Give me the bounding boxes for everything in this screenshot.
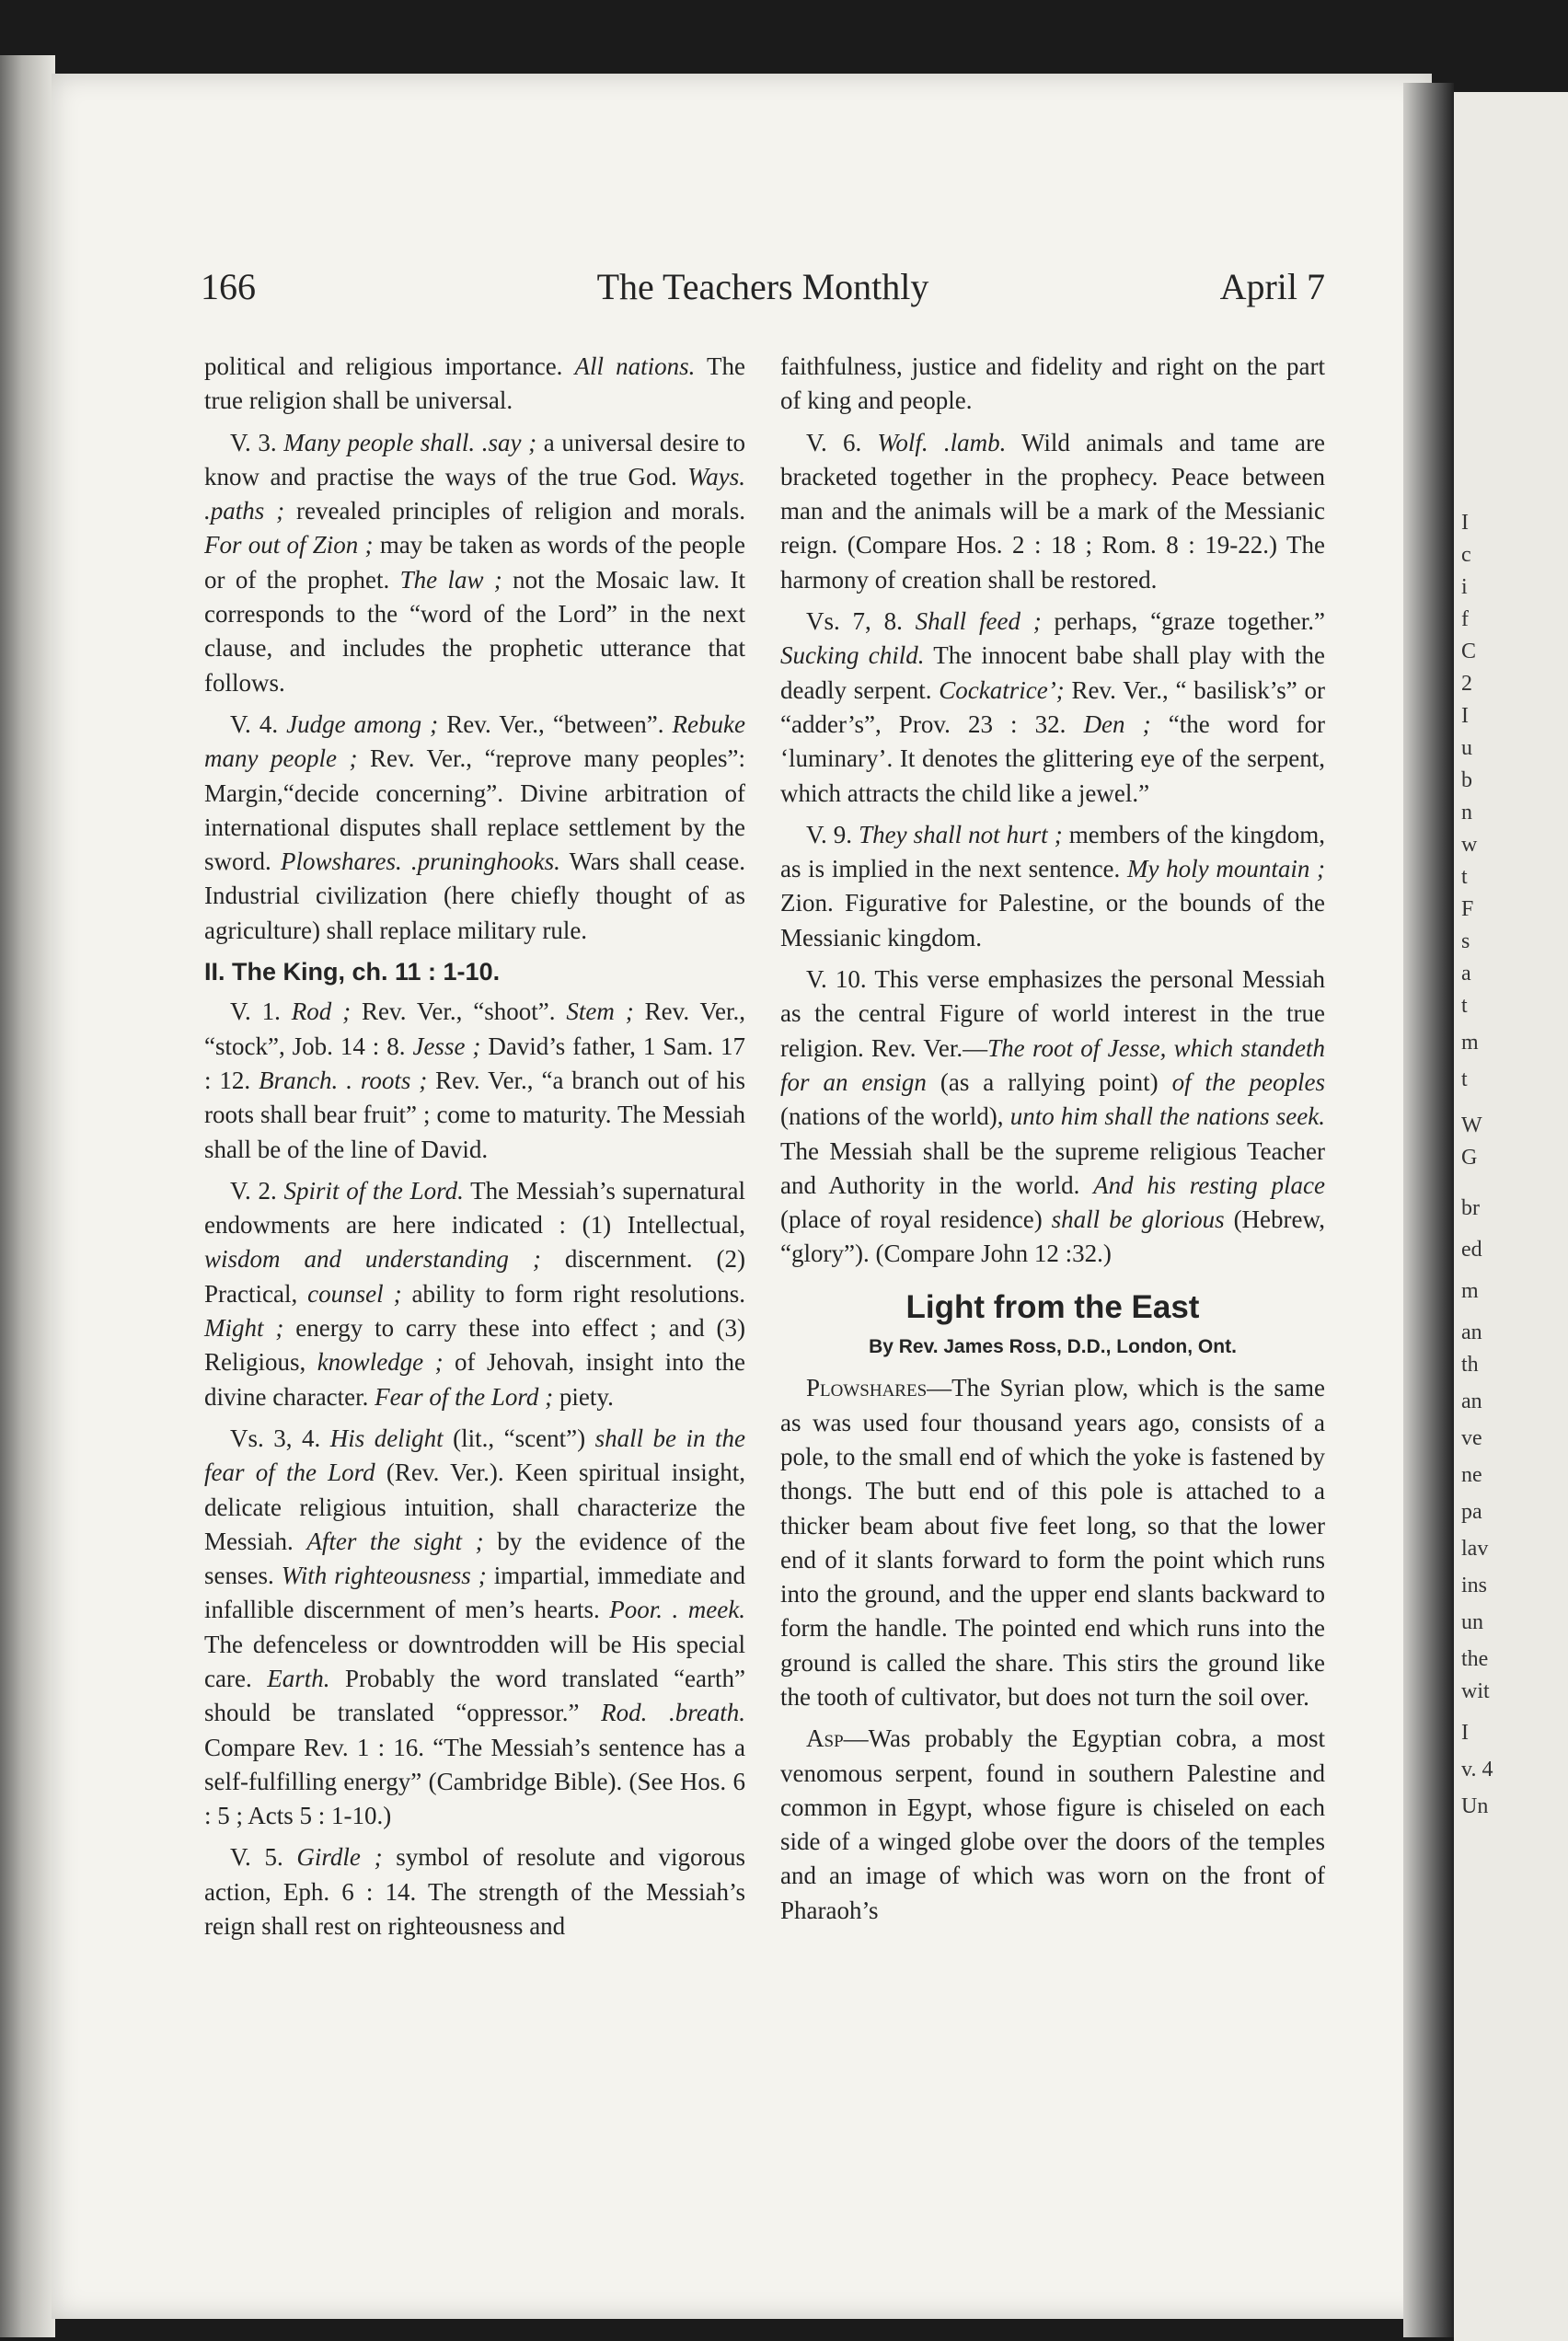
italic-term: Jesse ; <box>412 1032 481 1060</box>
italic-term: Judge among ; <box>286 709 439 738</box>
facing-page-fragment: ed <box>1461 1238 1482 1262</box>
facing-page-fragment: m <box>1461 1031 1479 1055</box>
facing-page-fragment: n <box>1461 801 1472 825</box>
italic-term: Cockatrice’; <box>939 675 1065 704</box>
italic-term: Rebuke many people ; <box>204 709 745 773</box>
italic-term: Poor. . meek. <box>609 1596 746 1624</box>
facing-page-fragment: f <box>1461 607 1469 631</box>
book-binding <box>0 55 55 2337</box>
facing-page-fragment: s <box>1461 929 1470 953</box>
paragraph: Vs. 7, 8. Shall feed ; perhaps, “graze together.” Sucking child. The innocent babe shall play with the deadly serpent. Cockatrice’; Rev. Ver., “ basilisk’s” or “adder’s”, Prov. 23 : 32. Den ; “the word for ‘luminary’. It denotes the glittering eye of the serpent, which attracts the child like a jewel.” <box>780 607 1326 807</box>
facing-page-fragment: i <box>1461 575 1468 599</box>
paragraph: faithfulness, justice and fidelity and right on the part of king and people. <box>780 352 1325 415</box>
page-gutter <box>1403 83 1454 2337</box>
paragraph: political and religious importance. All nations. The true religion shall be universal. <box>204 352 745 415</box>
italic-term: Plowshares. .pruninghooks. <box>280 848 560 876</box>
facing-page-fragment: an <box>1461 1390 1482 1413</box>
facing-page-fragment: G <box>1461 1146 1478 1170</box>
facing-page-fragment: pa <box>1461 1500 1482 1524</box>
paragraph: V. 2. Spirit of the Lord. The Messiah’s supernatural endowments are here indicated : (1) Intellectual, wisdom and understanding ; discernment. (2) Practical, counsel ; ability to form right resolutions. Might ; energy to carry these into effect ; and (3) Religious, knowledge ; of Jehovah, insight into the divine character. Fear of the Lord ; piety. <box>204 1176 746 1411</box>
italic-term: Shall feed ; <box>915 607 1042 636</box>
italic-term: wisdom and understanding ; <box>204 1245 541 1274</box>
paragraph: V. 5. Girdle ; symbol of resolute and vigorous action, Eph. 6 : 14. The strength of the Messiah’s reign shall rest on righteousness and <box>204 1843 745 1941</box>
facing-page-fragment: u <box>1461 736 1472 760</box>
facing-page-fragment: F <box>1461 897 1474 921</box>
italic-term: My holy mountain ; <box>1126 855 1326 883</box>
italic-term: Spirit of the Lord. <box>283 1176 464 1205</box>
journal-title: The Teachers Monthly <box>596 266 929 307</box>
italic-term: The root of Jesse, which standeth for an ensign <box>780 1033 1325 1096</box>
italic-term: For out of Zion ; <box>204 531 374 559</box>
facing-page-fragment: Un <box>1461 1794 1489 1818</box>
facing-page-edge <box>1454 92 1568 2341</box>
paragraph: V. 9. They shall not hurt ; members of the kingdom, as is implied in the next sentence. My holy mountain ; Zion. Figurative for Palestine, or the bounds of the Messianic kingdom. <box>780 820 1326 951</box>
small-caps-term: Plowshares <box>806 1374 928 1402</box>
italic-term: All nations. <box>574 352 696 380</box>
facing-page-fragment: w <box>1461 833 1478 857</box>
italic-term: Ways. .paths ; <box>204 462 745 525</box>
paragraph: V. 6. Wolf. .lamb. Wild animals and tame are bracketed together in the prophecy. Peace between man and the animals will be a mark of the Messianic reign. (Compare Hos. 2 : 18 ; Rom. 8 : 19-22.) The harmony of creation shall be restored. <box>780 428 1326 594</box>
facing-page-fragment: c <box>1461 543 1471 567</box>
italic-term: Rod ; <box>291 998 352 1026</box>
italic-term: shall be in the fear of the Lord <box>204 1424 745 1487</box>
facing-page-fragment: I <box>1461 511 1469 535</box>
italic-term: Wolf. .lamb. <box>877 428 1007 456</box>
facing-page-fragment: lav <box>1461 1537 1489 1561</box>
facing-page-fragment: the <box>1461 1647 1489 1671</box>
paragraph: V. 3. Many people shall. .say ; a universal desire to know and practise the ways of the true God. Ways. .paths ; revealed principles of religion and morals. For out of Zion ; may be taken as words of the people or of the prophet. The law ; not the Mosaic law. It corresponds to the “word of the Lord” in the next clause, and includes the prophetic utterance that follows. <box>204 428 746 697</box>
page-number: 166 <box>201 266 256 307</box>
facing-page-fragment: 2 <box>1461 672 1472 696</box>
article-byline: By Rev. James Ross, D.D., London, Ont. <box>869 1336 1237 1358</box>
facing-page-fragment: W <box>1461 1113 1482 1137</box>
facing-page-fragment: wit <box>1461 1679 1490 1703</box>
facing-page-fragment: br <box>1461 1196 1480 1220</box>
italic-term: of the peoples <box>1171 1067 1325 1096</box>
italic-term: Branch. . roots ; <box>259 1066 428 1094</box>
issue-date: April 7 <box>1219 266 1325 307</box>
facing-page-fragment: a <box>1461 962 1471 986</box>
facing-page-fragment: I <box>1461 1721 1469 1745</box>
italic-term: shall be glorious <box>1051 1205 1225 1234</box>
italic-term: Might ; <box>204 1314 284 1343</box>
italic-term: Fear of the Lord ; <box>375 1382 554 1411</box>
facing-page-fragment: m <box>1461 1279 1479 1303</box>
italic-term: With righteousness ; <box>281 1562 487 1590</box>
small-caps-term: Asp <box>806 1724 844 1753</box>
italic-term: Sucking child. <box>780 641 925 670</box>
facing-page-fragment: t <box>1461 865 1468 889</box>
italic-term: Den ; <box>1083 709 1151 738</box>
facing-page-fragment: C <box>1461 640 1477 663</box>
paragraph: Vs. 3, 4. His delight (lit., “scent”) shall be in the fear of the Lord (Rev. Ver.). Keen spiritual insight, delicate religious intuition, shall characterize the Messiah. After the sight ; by the evidence of the senses. With righteousness ; impartial, immediate and infallible discernment of men’s hearts. Poor. . meek. The defenceless or downtrodden will be His special care. Earth. Probably the word translated “earth” should be translated “oppressor.” Rod. .breath. Compare Rev. 1 : 16. “The Messiah’s sentence has a self-fulfilling energy” (Cambridge Bible). (See Hos. 6 : 5 ; Acts 5 : 1-10.) <box>204 1424 746 1830</box>
italic-term: And his resting place <box>1093 1170 1325 1199</box>
facing-page-fragment: v. 4 <box>1461 1758 1493 1782</box>
italic-term: knowledge ; <box>317 1348 444 1377</box>
facing-page-fragment: ve <box>1461 1426 1482 1450</box>
italic-term: Girdle ; <box>296 1843 383 1872</box>
facing-page-fragment: un <box>1461 1610 1483 1634</box>
facing-page-fragment: I <box>1461 704 1469 728</box>
facing-page-fragment: ins <box>1461 1574 1488 1597</box>
italic-term: Earth. <box>267 1664 330 1692</box>
italic-term: Stem ; <box>566 998 634 1026</box>
italic-term: Many people shall. .say ; <box>283 428 537 456</box>
paragraph: Plowshares—The Syrian plow, which is the same as was used four thousand years ago, consists of a pole, to the small end of which the yoke is fastened by thongs. The butt end of this pole is attached to a thicker beam about five feet long, so that the lower end of it slants forward to form the point which runs into the ground, and the upper end slants backward to form the handle. The pointed end which runs into the ground is called the share. This stirs the ground like the tooth of cultivator, but does not turn the soil over. <box>780 1374 1325 1711</box>
italic-term: The law ; <box>399 565 502 594</box>
italic-term: After the sight ; <box>306 1527 484 1555</box>
right-column <box>780 350 1325 1935</box>
paragraph: V. 10. This verse emphasizes the personal Messiah as the central Figure of world interest in the true religion. Rev. Ver.—The root of Jesse, which standeth for an ensign (as a rallying point) of the peoples (nations of the world), unto him shall the nations seek. The Messiah shall be the supreme religious Teacher and Authority in the world. And his resting place (place of royal residence) shall be glorious (Hebrew, “glory”). (Compare John 12 :32.) <box>780 965 1326 1268</box>
section-heading: II. The King, ch. 11 : 1-10. <box>204 958 501 986</box>
article-title: Light from the East <box>905 1288 1200 1325</box>
facing-page-fragment: t <box>1461 994 1468 1018</box>
facing-page-fragment: th <box>1461 1353 1479 1377</box>
italic-term: counsel ; <box>307 1279 402 1308</box>
paragraph: V. 4. Judge among ; Rev. Ver., “between”. Rebuke many people ; Rev. Ver., “reprove many peoples”: Margin,“decide concerning”. Divine arbitration of international disputes shall replace settlement by the sword. Plowshares. .pruninghooks. Wars shall cease. Industrial civilization (here chiefly thought of as agriculture) shall replace military rule. <box>204 709 745 944</box>
italic-term: Rod. .breath. <box>601 1699 746 1727</box>
facing-page-fragment: t <box>1461 1067 1468 1091</box>
italic-term: unto him shall the nations seek. <box>1009 1102 1326 1131</box>
facing-page-fragment: ne <box>1461 1463 1482 1487</box>
running-header <box>201 265 1325 320</box>
italic-term: His delight <box>329 1424 444 1452</box>
paragraph: Asp—Was probably the Egyptian cobra, a most venomous serpent, found in southern Palestine and common in Egypt, whose figure is chiseled on each side of a winged globe over the doors of the temples and an image of which was worn on the front of Pharaoh’s <box>780 1724 1325 1924</box>
paragraph: V. 1. Rod ; Rev. Ver., “shoot”. Stem ; Rev. Ver., “stock”, Job. 14 : 8. Jesse ; David’s father, 1 Sam. 17 : 12. Branch. . roots ; Rev. Ver., “a branch out of his roots shall bear fruit” ; come to maturity. The Messiah shall be of the line of David. <box>204 998 745 1163</box>
facing-page-fragment: an <box>1461 1320 1482 1344</box>
facing-page-fragment: b <box>1461 768 1472 792</box>
italic-term: They shall not hurt ; <box>859 820 1063 848</box>
left-column <box>204 350 745 1951</box>
